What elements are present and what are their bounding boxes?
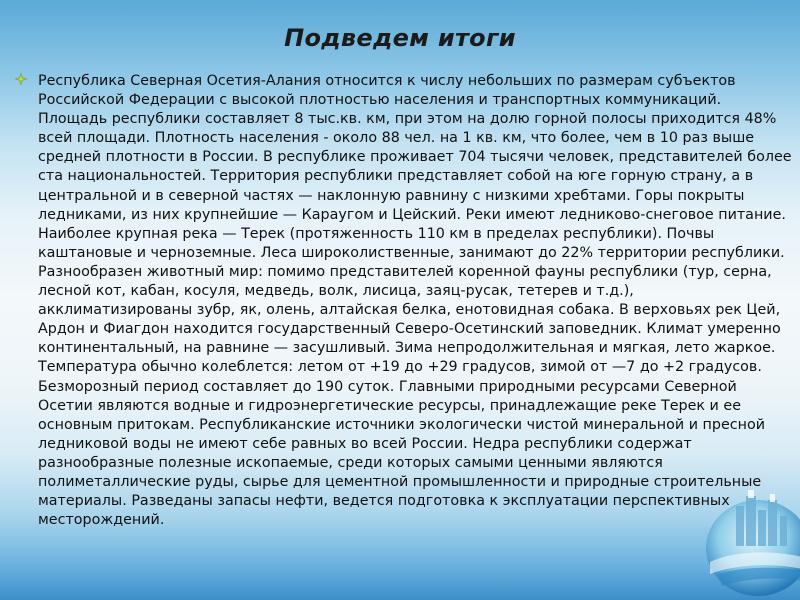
slide-body-text: Республика Северная Осетия-Алания относится к числу небольших по размерам субъектов Российской Федерации с высокой плотностью населения и транспортных коммуникаций. Площадь республики составляет 8 тыс.кв. км, при этом на долю горной полосы приходится 48% всей площади. Плотность населения - около 88 чел. на 1 кв. км, что более, чем в 10 раз выше средней плотности в России. В республике проживает 704 тысячи человек, представителей более ста национальностей. Территория республики представляет собой на юге горную страну, а в центральной и в северной частях — наклонную равнину с низкими хребтами. Горы покрыты ледниками, из них крупнейшие — Караугом и Цейский. Реки имеют ледниково-снеговое питание. Наиболее крупная река — Терек (протяженность 110 км в пределах республики). Почвы каштановые и черноземные. Леса широколиственные, занимают до 22% территории республики. Разнообразен животный мир: помимо представителей коренной фауны республики (тур, серна, лесной кот, кабан, косуля, медведь, волк, лисица, заяц-русак, тетерев и т.д.), акклиматизированы зубр, як, олень, алтайская белка, енотовидная собака. В верховьях рек Цей, Ардон и Фиагдон находится государственный Северо-Осетинский заповедник. Климат умеренно континентальный, на равнине — засушливый. Зима непродолжительная и мягкая, лето жаркое. Температура обычно колеблется: летом от +19 до +29 градусов, зимой от —7 до +2 градусов. Безморозный период составляет до 190 суток. Главными природными ресурсами Северной Осетии являются водные и гидроэнергетические ресурсы, принадлежащие реке Терек и ее основным притокам. Республиканские источники экологически чистой минеральной и пресной ледниковой воды не имеют себе равных во всей России. Недра республики содержат разнообразные полезные ископаемые, среди которых самыми ценными являются полиметаллические руды, сырье для цементной промышленности и природные строительные материалы. Разведаны запасы нефти, ведется подготовка к эксплуатации перспективных месторождений. bbox=[38, 73, 792, 529]
globe-city-icon bbox=[696, 470, 800, 600]
slide-title: Подведем итоги bbox=[284, 24, 516, 52]
diamond-bullet-icon bbox=[14, 72, 28, 86]
